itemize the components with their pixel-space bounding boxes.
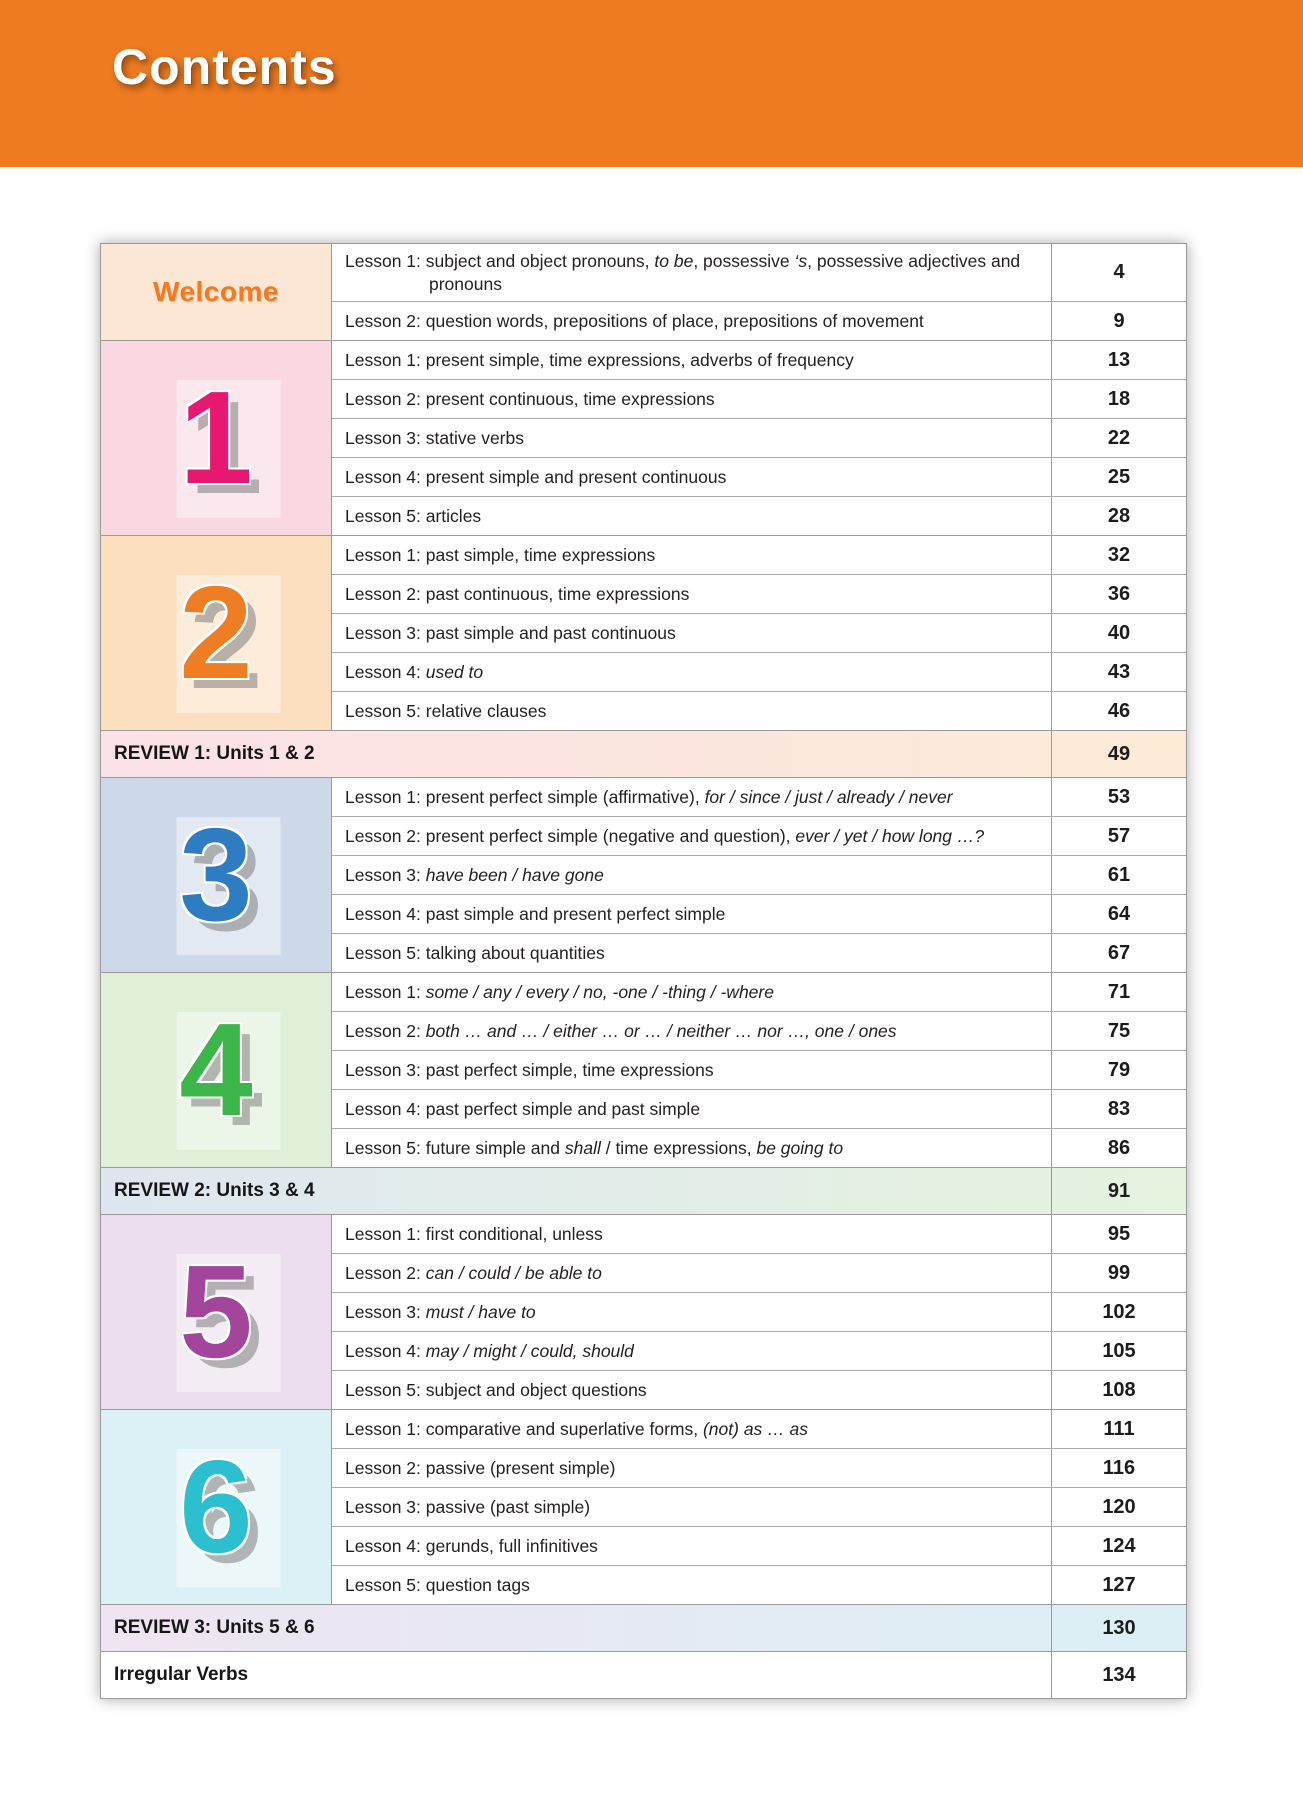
toc-row (332, 574, 1186, 613)
unit-label-cell (101, 973, 332, 1167)
lesson-title-italic-part: be going to (756, 1137, 844, 1158)
lesson-title-part: Lesson 5: future simple and (345, 1137, 565, 1158)
lesson-title-text (345, 942, 605, 965)
lesson-title (332, 1090, 1051, 1128)
lesson-title (332, 419, 1051, 457)
page-number: 4 (1051, 244, 1186, 301)
lesson-title (332, 302, 1051, 340)
toc-row (332, 1487, 1186, 1526)
page-number: 95 (1051, 1215, 1186, 1253)
page-number: 120 (1051, 1488, 1186, 1526)
lesson-list (332, 1410, 1186, 1604)
lesson-list (332, 244, 1186, 340)
lesson-title-part: Lesson 1: (345, 981, 426, 1002)
page-number: 9 (1051, 302, 1186, 340)
page-number: 49 (1051, 731, 1186, 777)
unit-block (101, 777, 1186, 972)
toc-row (332, 341, 1186, 379)
lesson-title-part: Lesson 3: stative verbs (345, 427, 524, 448)
page-number: 67 (1051, 934, 1186, 972)
lesson-list (332, 778, 1186, 972)
page-number: 64 (1051, 895, 1186, 933)
unit-label: 3 (179, 801, 253, 948)
lesson-title-part: Lesson 3: past perfect simple, time expressions (345, 1059, 714, 1080)
page-number: 130 (1051, 1605, 1186, 1651)
unit-label-cell (101, 536, 332, 730)
toc-row (332, 1410, 1186, 1448)
lesson-title-text (345, 1574, 530, 1597)
page-number: 105 (1051, 1332, 1186, 1370)
lesson-title-text (345, 1496, 590, 1519)
page-number: 13 (1051, 341, 1186, 379)
unit-block (101, 1409, 1186, 1604)
toc-row (332, 894, 1186, 933)
lesson-title-part: Lesson 3: past simple and past continuous (345, 622, 676, 643)
toc-row (332, 418, 1186, 457)
lesson-title (332, 497, 1051, 535)
page-number: 111 (1051, 1410, 1186, 1448)
page-number: 22 (1051, 419, 1186, 457)
lesson-title (332, 575, 1051, 613)
page-title: Contents (112, 39, 337, 95)
unit-block (101, 1214, 1186, 1409)
lesson-title-part: Lesson 5: subject and object questions (345, 1379, 647, 1400)
review-row (101, 730, 1186, 777)
lesson-title-text (345, 1098, 700, 1121)
unit-label-cell (101, 778, 332, 972)
unit-label-cell (101, 1410, 332, 1604)
lesson-title-text (345, 1379, 647, 1402)
lesson-title-text (345, 583, 689, 606)
lesson-title-part: Lesson 1: first conditional, unless (345, 1223, 603, 1244)
lesson-title-italic-part: shall (564, 1137, 601, 1158)
lesson-title-part: Lesson 1: subject and object pronouns, (345, 250, 655, 271)
lesson-title (332, 536, 1051, 574)
lesson-title-italic-part: ‘s (794, 250, 808, 271)
toc-row (332, 457, 1186, 496)
toc-row (332, 691, 1186, 730)
lesson-title-text (345, 1020, 897, 1043)
toc-row (332, 1526, 1186, 1565)
unit-block (101, 535, 1186, 730)
lesson-list (332, 1215, 1186, 1409)
lesson-title-part: Lesson 1: present simple, time expressions, adverbs of frequency (345, 349, 854, 370)
review-label: REVIEW 1: Units 1 & 2 (114, 743, 315, 764)
review-label: REVIEW 3: Units 5 & 6 (114, 1617, 315, 1638)
lesson-title (332, 1410, 1051, 1448)
toc-row (332, 536, 1186, 574)
page-number: 43 (1051, 653, 1186, 691)
toc-row (332, 613, 1186, 652)
lesson-title (332, 458, 1051, 496)
lesson-title-part: Lesson 4: (345, 1340, 426, 1361)
lesson-title-italic-part: some / any / every / no, -one / -thing / -where (425, 981, 774, 1002)
toc-row (332, 1253, 1186, 1292)
lesson-title-text (345, 250, 1041, 296)
lesson-title (332, 692, 1051, 730)
toc-row (332, 1215, 1186, 1253)
lesson-title (332, 614, 1051, 652)
lesson-title-text (345, 544, 655, 567)
lesson-title-text (345, 388, 715, 411)
lesson-title-text (345, 1340, 634, 1363)
page-number: 25 (1051, 458, 1186, 496)
lesson-title-part: Lesson 3: (345, 1301, 426, 1322)
lesson-title (332, 1566, 1051, 1604)
page-number: 124 (1051, 1527, 1186, 1565)
lesson-title-part: / time expressions, (600, 1137, 757, 1158)
review-label: REVIEW 2: Units 3 & 4 (114, 1180, 315, 1201)
lesson-title-part: Lesson 4: (345, 661, 426, 682)
toc-row (332, 1448, 1186, 1487)
lesson-title-italic-part: must / have to (425, 1301, 536, 1322)
lesson-title-italic-part: to be (654, 250, 694, 271)
irregular-verbs-row (101, 1651, 1186, 1698)
lesson-title-italic-part: may / might / could, should (425, 1340, 634, 1361)
unit-block (101, 972, 1186, 1167)
lesson-title (332, 856, 1051, 894)
lesson-title (332, 653, 1051, 691)
lesson-title (332, 973, 1051, 1011)
page-number: 18 (1051, 380, 1186, 418)
lesson-title-text (345, 1535, 598, 1558)
lesson-title-text (345, 864, 604, 887)
lesson-title-part: Lesson 2: past continuous, time expressions (345, 583, 690, 604)
toc-row (332, 778, 1186, 816)
lesson-title-text (345, 786, 953, 809)
page-number: 57 (1051, 817, 1186, 855)
page-number: 91 (1051, 1168, 1186, 1214)
toc-row (332, 379, 1186, 418)
lesson-title (332, 1488, 1051, 1526)
lesson-title-part: Lesson 2: present perfect simple (negative and question), (345, 825, 796, 846)
contents-table (100, 243, 1187, 1699)
lesson-title-part: , possessive (693, 250, 795, 271)
lesson-title-part: Lesson 4: past perfect simple and past simple (345, 1098, 701, 1119)
lesson-title (332, 1012, 1051, 1050)
unit-label: 4 (179, 996, 253, 1143)
lesson-title (332, 778, 1051, 816)
lesson-title-text (345, 661, 483, 684)
review-row (101, 1167, 1186, 1214)
lesson-title (332, 1332, 1051, 1370)
lesson-title-part: Lesson 2: passive (present simple) (345, 1457, 616, 1478)
page-number: 127 (1051, 1566, 1186, 1604)
toc-row (332, 816, 1186, 855)
page-number: 108 (1051, 1371, 1186, 1409)
lesson-title-part: Lesson 1: present perfect simple (affirmative), (345, 786, 705, 807)
lesson-title-text (345, 1223, 603, 1246)
unit-label-cell (101, 244, 332, 340)
lesson-title (332, 1293, 1051, 1331)
page-number: 40 (1051, 614, 1186, 652)
lesson-title-text (345, 1301, 536, 1324)
unit-label: Welcome (153, 276, 279, 307)
page-number: 75 (1051, 1012, 1186, 1050)
page-number: 36 (1051, 575, 1186, 613)
unit-block (101, 244, 1186, 340)
lesson-title-italic-part: ever / yet / how long …? (795, 825, 985, 846)
lesson-title (332, 934, 1051, 972)
lesson-title-part: Lesson 5: relative clauses (345, 700, 547, 721)
toc-row (332, 1565, 1186, 1604)
unit-label: 5 (179, 1238, 253, 1385)
page-number: 134 (1051, 1652, 1186, 1698)
toc-row (332, 973, 1186, 1011)
lesson-list (332, 341, 1186, 535)
lesson-title-text (345, 1418, 808, 1441)
lesson-title (332, 817, 1051, 855)
unit-label-cell (101, 1215, 332, 1409)
lesson-title (332, 1254, 1051, 1292)
lesson-title-italic-part: have been / have gone (425, 864, 604, 885)
toc-row (332, 496, 1186, 535)
page-number: 32 (1051, 536, 1186, 574)
toc-row (332, 933, 1186, 972)
lesson-title-part: Lesson 5: articles (345, 505, 482, 526)
lesson-title (332, 1449, 1051, 1487)
lesson-title-text (345, 1457, 615, 1480)
lesson-title-text (345, 466, 726, 489)
toc-row (332, 1370, 1186, 1409)
unit-label: 6 (179, 1433, 253, 1580)
toc-row (332, 1292, 1186, 1331)
toc-row (332, 1128, 1186, 1167)
lesson-title-text (345, 1137, 843, 1160)
toc-row (332, 244, 1186, 301)
lesson-title-italic-part: (not) as … as (702, 1418, 809, 1439)
lesson-title (332, 244, 1051, 301)
lesson-title-part: Lesson 2: (345, 1020, 426, 1041)
page-number: 79 (1051, 1051, 1186, 1089)
page-number: 99 (1051, 1254, 1186, 1292)
toc-row (332, 1331, 1186, 1370)
lesson-title-part: Lesson 3: (345, 864, 426, 885)
lesson-title (332, 380, 1051, 418)
toc-row (332, 1089, 1186, 1128)
lesson-title-text (345, 981, 774, 1004)
lesson-title-part: Lesson 2: (345, 1262, 426, 1283)
toc-row (332, 855, 1186, 894)
page-number: 61 (1051, 856, 1186, 894)
lesson-title-part: Lesson 5: question tags (345, 1574, 530, 1595)
lesson-title-part: Lesson 4: gerunds, full infinitives (345, 1535, 598, 1556)
lesson-title-part: Lesson 4: past simple and present perfect simple (345, 903, 726, 924)
page-number: 28 (1051, 497, 1186, 535)
lesson-list (332, 536, 1186, 730)
lesson-title-text (345, 505, 484, 528)
lesson-title (332, 341, 1051, 379)
lesson-title-text (345, 825, 984, 848)
unit-label: 1 (179, 364, 253, 511)
toc-row (332, 301, 1186, 340)
lesson-title-text (345, 622, 676, 645)
lesson-title-part: Lesson 2: present continuous, time expressions (345, 388, 715, 409)
toc-row (332, 1011, 1186, 1050)
lesson-title-part: Lesson 1: past simple, time expressions (345, 544, 656, 565)
lesson-title-text (345, 349, 854, 372)
header-band (0, 0, 1303, 167)
lesson-title (332, 1215, 1051, 1253)
lesson-title-text (345, 700, 546, 723)
page-number: 102 (1051, 1293, 1186, 1331)
page-number: 71 (1051, 973, 1186, 1011)
lesson-title-italic-part: can / could / be able to (425, 1262, 602, 1283)
page-number: 116 (1051, 1449, 1186, 1487)
unit-label-cell (101, 341, 332, 535)
toc-row (332, 1050, 1186, 1089)
lesson-title-italic-part: used to (425, 661, 484, 682)
irregular-verbs-label: Irregular Verbs (114, 1664, 249, 1685)
lesson-title-part: Lesson 2: question words, prepositions of place, prepositions of movement (345, 310, 924, 331)
page-number: 86 (1051, 1129, 1186, 1167)
page-number: 53 (1051, 778, 1186, 816)
lesson-list (332, 973, 1186, 1167)
lesson-title-text (345, 427, 524, 450)
lesson-title (332, 1129, 1051, 1167)
toc-row (332, 652, 1186, 691)
lesson-title-part: , possessive adjectives and pronouns (429, 250, 1021, 294)
page-number: 83 (1051, 1090, 1186, 1128)
lesson-title-italic-part: for / since / just / already / never (704, 786, 953, 807)
lesson-title-text (345, 1059, 714, 1082)
lesson-title-part: Lesson 3: passive (past simple) (345, 1496, 591, 1517)
lesson-title-part: Lesson 4: present simple and present continuous (345, 466, 727, 487)
review-row (101, 1604, 1186, 1651)
unit-block (101, 340, 1186, 535)
page-number: 46 (1051, 692, 1186, 730)
unit-label: 2 (179, 559, 253, 706)
lesson-title (332, 1371, 1051, 1409)
lesson-title-text (345, 310, 924, 333)
lesson-title-italic-part: both … and … / either … or … / neither … nor …, one / ones (425, 1020, 897, 1041)
lesson-title (332, 895, 1051, 933)
lesson-title-text (345, 1262, 602, 1285)
lesson-title-part: Lesson 5: talking about quantities (345, 942, 605, 963)
lesson-title-text (345, 903, 725, 926)
lesson-title-part: Lesson 1: comparative and superlative forms, (345, 1418, 703, 1439)
lesson-title (332, 1051, 1051, 1089)
lesson-title (332, 1527, 1051, 1565)
